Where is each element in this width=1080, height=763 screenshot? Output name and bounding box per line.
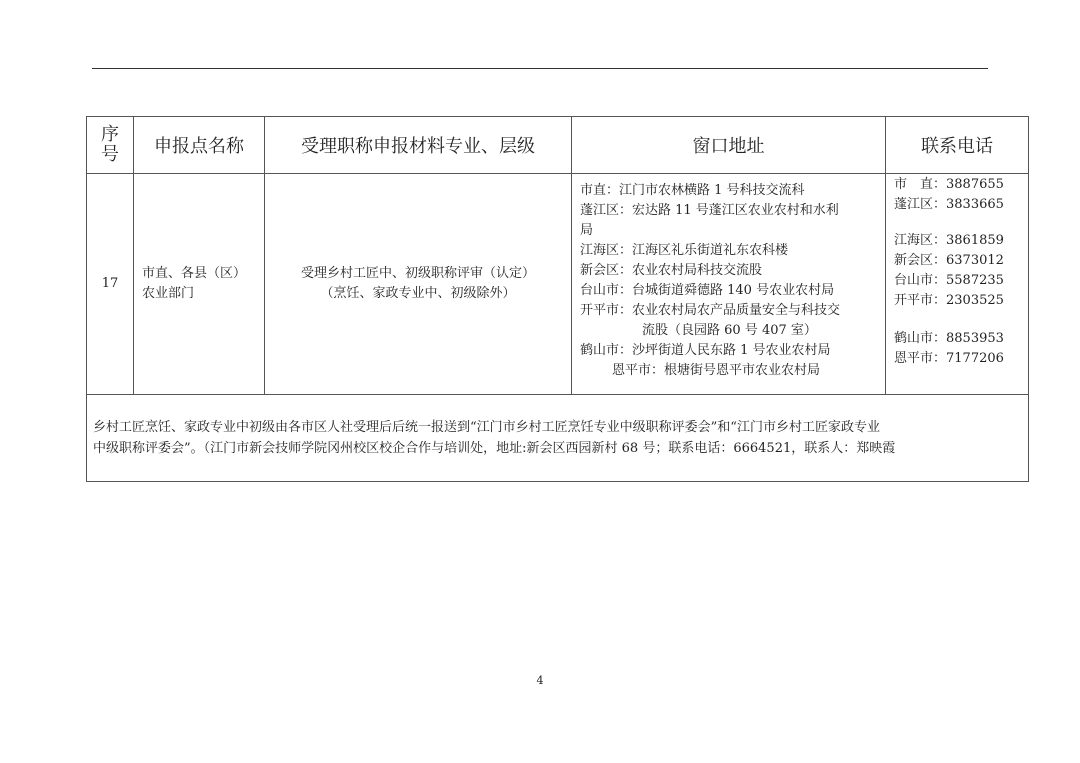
application-table xyxy=(86,116,1029,482)
table-header-row xyxy=(87,117,1029,174)
row-material xyxy=(265,174,572,395)
row-address xyxy=(572,174,886,395)
row-phone xyxy=(886,174,1029,395)
header-name: 申报点名称 xyxy=(134,117,265,174)
table-note xyxy=(87,395,1029,482)
phone-line: 恩平市：7177206 xyxy=(894,351,1004,366)
phone-line: 蓬江区：3833665 xyxy=(894,197,1004,212)
address-line: 开平市：农业农村局农产品质量安全与科技交 xyxy=(580,303,841,318)
address-line: 鹤山市：沙坪街道人民东路 1 号农业农村局 xyxy=(580,343,831,358)
address-line: 江海区：江海区礼乐街道礼东农科楼 xyxy=(580,243,789,258)
phone-line: 江海区：3861859 xyxy=(894,233,1004,248)
address-line: 蓬江区：宏达路 11 号蓬江区农业农村和水利 xyxy=(580,203,839,218)
address-line: 台山市：台城街道舜德路 140 号农业农村局 xyxy=(580,283,835,298)
phone-line: 鹤山市：8853953 xyxy=(894,331,1004,346)
address-line: 市直：江门市农林横路 1 号科技交流科 xyxy=(580,183,805,198)
header-phone: 联系电话 xyxy=(886,117,1029,174)
row-name-line: 农业部门 xyxy=(142,286,195,301)
phone-line: 台山市：5587235 xyxy=(894,273,1004,288)
page-number: 4 xyxy=(536,674,544,687)
note-line: 中级职称评委会”。（江门市新会技师学院冈州校区校企合作与培训处，地址:新会区西园新村 68 号；联系电话：6664521，联系人：郑映霞 xyxy=(93,441,896,456)
address-line: 局 xyxy=(580,223,594,238)
row-seq: 17 xyxy=(87,174,134,395)
address-line: 恩平市：根塘街号恩平市农业农村局 xyxy=(612,363,821,378)
table-note-row xyxy=(87,395,1029,482)
phone-line: 市 直：3887655 xyxy=(894,177,1004,192)
row-name xyxy=(134,174,265,395)
row-material-line: 受理乡村工匠中、初级职称评审（认定） xyxy=(300,266,535,281)
address-line: 流股（良园路 60 号 407 室） xyxy=(642,323,817,338)
header-rule xyxy=(92,68,988,69)
phone-line: 开平市：2303525 xyxy=(894,293,1004,308)
header-address: 窗口地址 xyxy=(572,117,886,174)
note-line: 乡村工匠烹饪、家政专业中初级由各市区人社受理后后统一报送到“江门市乡村工匠烹饪专业中级职称评委会”和“江门市乡村工匠家政专业 xyxy=(93,420,880,435)
header-seq-label: 序号 xyxy=(101,124,119,165)
header-seq xyxy=(87,117,134,174)
row-material-line: （烹饪、家政专业中、初级除外） xyxy=(320,286,516,301)
header-material: 受理职称申报材料专业、层级 xyxy=(265,117,572,174)
table-row xyxy=(87,174,1029,395)
phone-line: 新会区：6373012 xyxy=(894,253,1004,268)
row-name-line: 市直、各县（区） xyxy=(142,266,247,281)
address-line: 新会区：农业农村局科技交流股 xyxy=(580,263,763,278)
